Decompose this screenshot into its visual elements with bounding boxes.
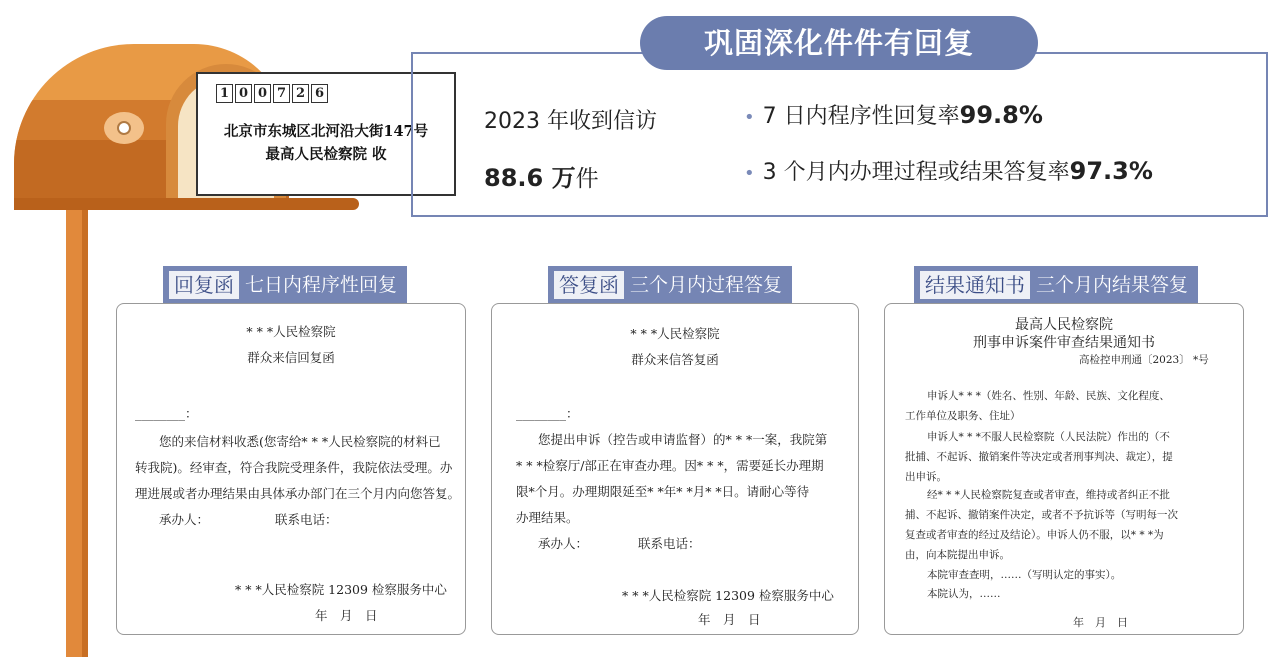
- result-notice-card: 最高人民检察院 刑事申诉案件审查结果通知书 高检控申刑通〔2023〕 *号 申诉人* * *（姓名、性别、年龄、民族、文化程度、 工作单位及职务、住址） 申诉人* * *不服人民检察院（人民法院）作出的（不 批捕、不起诉、撤销案件等决定或者刑事判决、裁定），提 出申诉。 经* * *人民检察院复查或者审查，维持或者纠正不批 捕、不起诉、撤销案件决定，或者不予抗诉等（写明每一次 复查或者审查的经过及结论）。申诉人仍不服，以* * *为 由，向本院提出申诉。 本院审查查明，……（写明认定的事实）。 本院认为，…… 年 月 日: [884, 303, 1244, 635]
- mailbox-ledge: [14, 198, 359, 210]
- section-header-answer-letter: 答复函 三个月内过程答复: [548, 266, 792, 304]
- section-header-reply-letter: 回复函 七日内程序性回复: [163, 266, 407, 304]
- postcode: 1 0 0 7 2 6: [216, 84, 330, 103]
- reply-letter-card: * * *人民检察院 群众来信回复函 ________： 您的来信材料收悉(您寄给* * *人民检察院的材料已 转我院)。经审查，符合我院受理条件，我院依法受理。办 理进展或者办理结果由具体承办部门在三个月内向您答复。 承办人： 联系电话： * * *人民检察院 12309 检察服务中心 年 月 日: [116, 303, 466, 635]
- banner-title: 巩固深化件件有回复: [640, 16, 1038, 70]
- received-label: 2023 年收到信访: [484, 109, 657, 134]
- section-header-result-notice: 结果通知书 三个月内结果答复: [914, 266, 1198, 304]
- rate-7day: • 7 日内程序性回复率99.8%: [744, 101, 1043, 129]
- bullet-icon: •: [744, 107, 755, 128]
- bullet-icon: •: [744, 163, 755, 184]
- received-value: 88.6 万件: [484, 164, 599, 192]
- rate-3month: • 3 个月内办理过程或结果答复率97.3%: [744, 157, 1153, 185]
- envelope-address: 北京市东城区北河沿大街147号 最高人民检察院 收: [223, 123, 429, 163]
- mailbox-post: [66, 205, 88, 657]
- answer-letter-card: * * *人民检察院 群众来信答复函 ________： 您提出申诉（控告或申请监督）的* * *一案，我院第 * * *检察厅/部正在审查办理。因* * *，需要延长办理期 限*个月。办理期限延至* *年* *月* *日。请耐心等待 办理结果。 承办人： 联系电话： * * *人民检察院 12309 检察服务中心 年 月 日: [491, 303, 859, 635]
